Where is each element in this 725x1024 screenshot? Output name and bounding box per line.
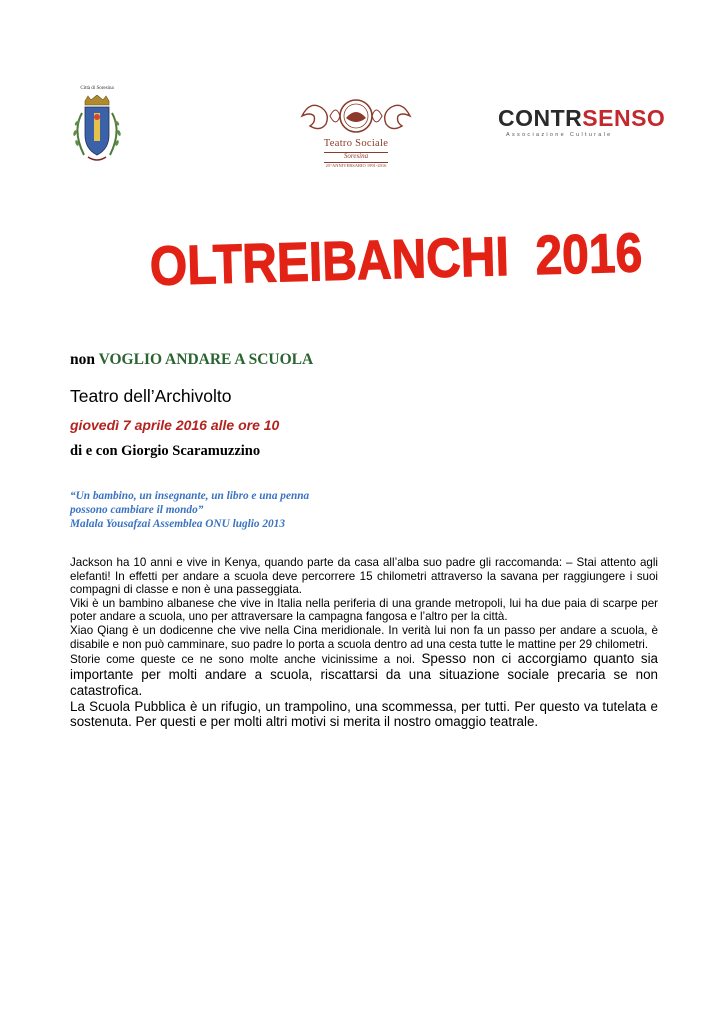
body-text [70,556,658,730]
teatro-sociale-logo [300,96,412,174]
body-paragraph-5: La Scuola Pubblica è un rifugio, un trampolino, una scommessa, per tutti. Per questo va tutelata e sostenuta. Per questi e per molti altri motivi si merita il nostro omaggio teatrale. [70,698,658,730]
show-title: VOGLIO ANDARE A SCUOLA [98,351,314,368]
event-credits: di e con Giorgio Scaramuzzino [70,443,261,459]
event-date: giovedì 7 aprile 2016 alle ore 10 [70,417,280,433]
main-title-graphic [148,221,644,298]
quote-line-1: “Un bambino, un insegnante, un libro e una penna [70,490,310,502]
teatro-anniversary: 25°ANNIVERSARIO 1991-2016 [325,163,387,168]
main-title-text: OLTREIBANCHI 2016 [148,221,644,297]
brand-part-2: SENSO [582,105,666,131]
quote-line-2: possono cambiare il mondo” [70,504,204,516]
controsenso-tagline: Associazione Culturale [506,132,613,138]
soresina-caption: Città di Soresina [80,86,114,91]
body-paragraph-3: Xiao Qiang è un dodicenne che vive nella Cina meridionale. In verità lui non fa un passo per andare a scuola, è disabile e non può camminare, suo padre lo porta a scuola dentro ad una cesta tutte le mattine per 29 chilometri. [70,623,658,651]
body-paragraph-4 [70,651,658,698]
body-paragraph-4-rest: Spesso non ci accorgiamo quanto sia importante per molti andare a scuola, riscattarsi da una situazione sociale precaria se non catastrofica. [70,651,658,698]
quote-line-3: Malala Yousafzai Assemblea ONU luglio 2013 [70,518,285,530]
soresina-coat-of-arms-logo [66,86,128,166]
coat-of-arms-icon [68,95,126,165]
show-prefix: non [70,351,95,368]
quote-block [70,489,309,531]
show-line [70,351,313,369]
main-title [148,221,644,298]
controsenso-brand [498,104,666,132]
company-name: Teatro dell’Archivolto [70,386,232,406]
theatre-emblem-icon [300,96,412,136]
body-paragraph-4-lead: Storie come queste ce ne sono molte anche vicinissime a noi. [70,653,415,667]
controsenso-logo [498,104,666,144]
body-paragraph-1: Jackson ha 10 anni e vive in Kenya, quando parte da casa all’alba suo padre gli raccomanda: – Stai attento agli elefanti! In effetti per andare a scuola deve percorrere 15 chilometri attraverso la savana per raggiungere i suoi compagni di classe e non è una passeggiata. [70,556,658,597]
teatro-city: Soresina [343,152,369,160]
body-paragraph-2: Viki è un bambino albanese che vive in Italia nella periferia di una grande metropoli, lui ha due paia di scarpe per poter andare a scuola, uno per attraversare la campagna fangosa e l’altro per la città. [70,596,658,624]
teatro-name: Teatro Sociale [323,138,389,149]
brand-part-1: CONTR [498,105,583,131]
